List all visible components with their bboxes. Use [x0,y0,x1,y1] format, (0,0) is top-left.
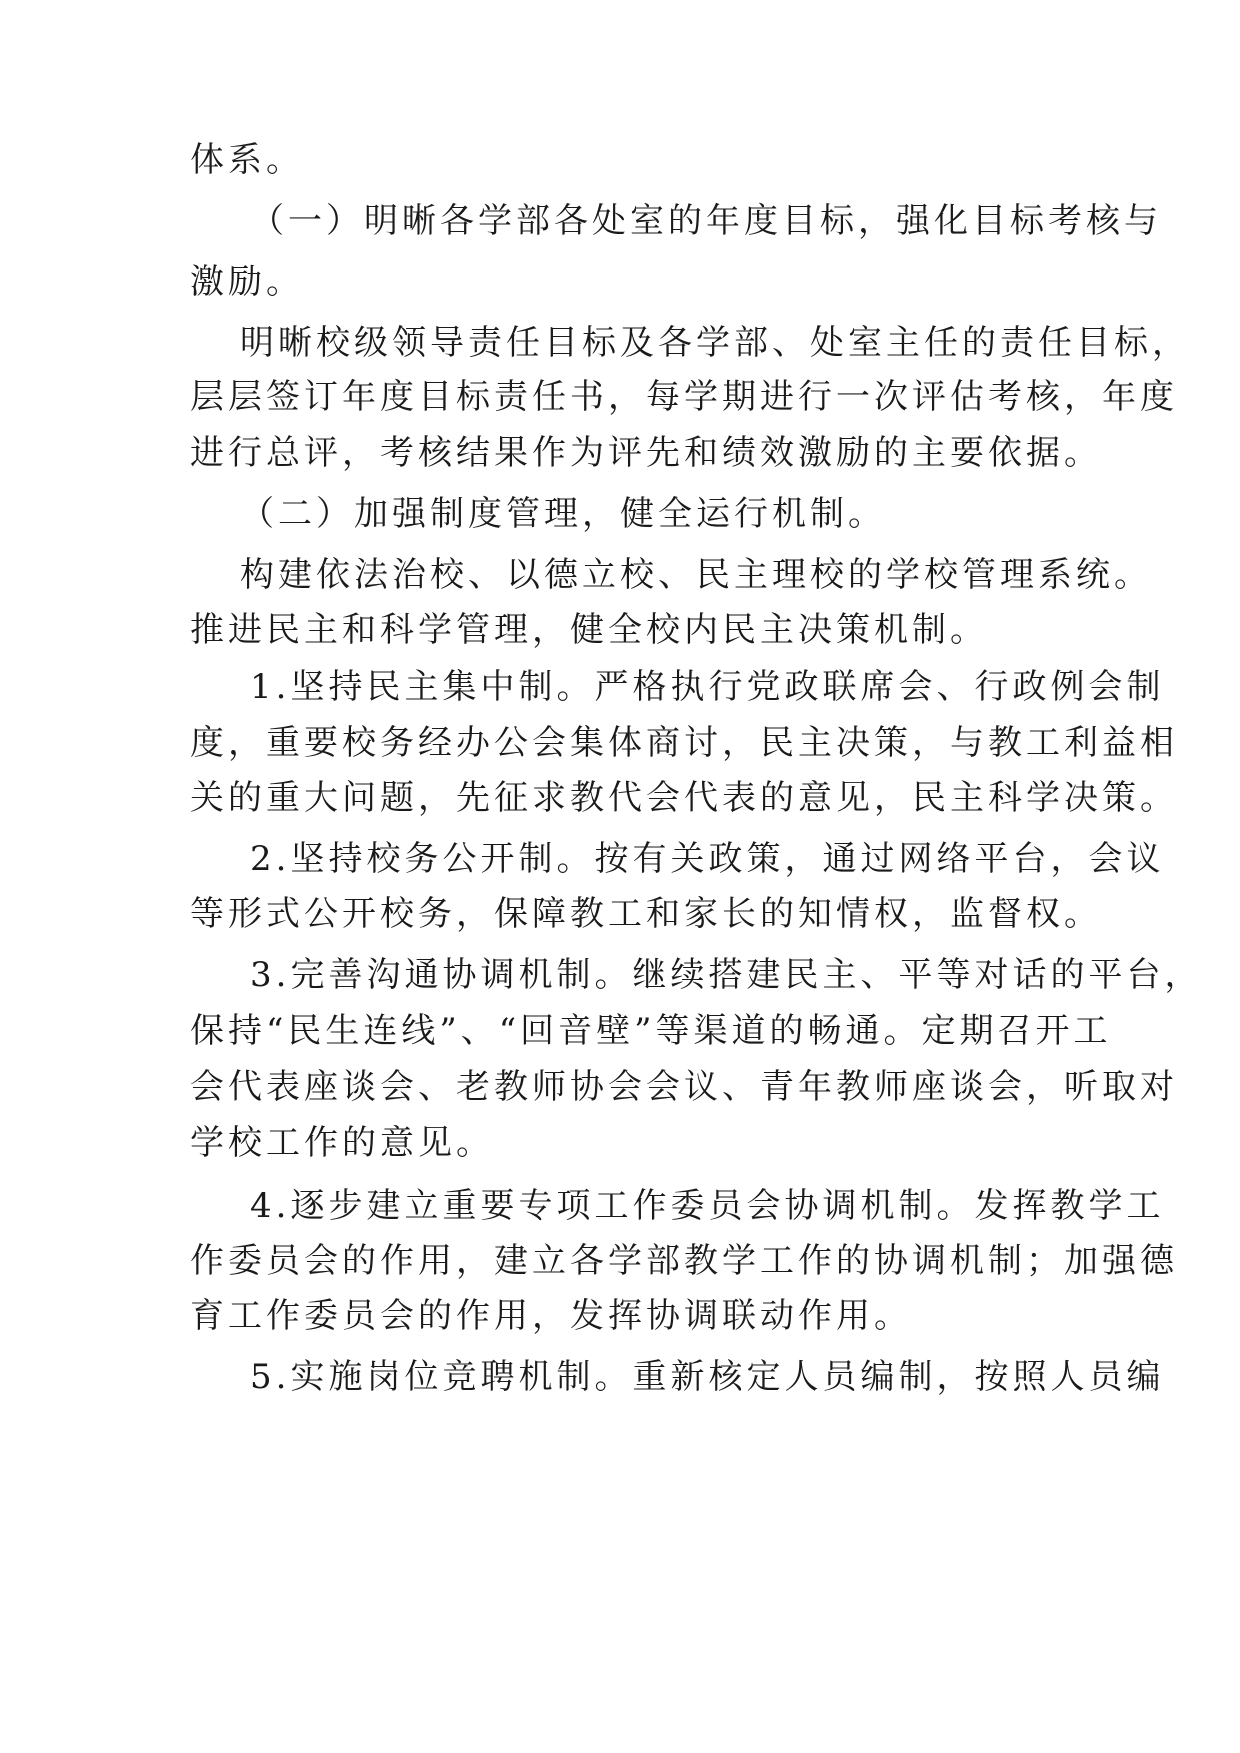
section-heading-1-line-1: （一）明晰各学部各处室的年度目标，强化目标考核与 [250,201,1162,241]
item-5-line-1: 5.实施岗位竞聘机制。重新核定人员编制，按照人员编 [250,1357,1165,1397]
item-2-line-2: 等形式公开校务，保障教工和家长的知情权，监督权。 [190,894,1102,934]
item-1-line-1: 1.坚持民主集中制。严格执行党政联席会、行政例会制 [250,667,1165,707]
item-3-line-2: 保持“民生连线”、“回音壁”等渠道的畅通。定期召开工 [190,1011,1112,1051]
item-1-line-3: 关的重大问题，先征求教代会代表的意见，民主科学决策。 [190,778,1178,818]
item-2-line-1: 2.坚持校务公开制。按有关政策，通过网络平台，会议 [250,839,1165,879]
paragraph-2-line-2: 推进民主和科学管理，健全校内民主决策机制。 [190,610,988,650]
item-4-line-3: 育工作委员会的作用，发挥协调联动作用。 [190,1296,912,1336]
item-1-line-2: 度，重要校务经办公会集体商讨，民主决策，与教工利益相 [190,723,1178,763]
item-4-line-2: 作委员会的作用，建立各学部教学工作的协调机制；加强德 [190,1241,1178,1281]
text-line-1: 体系。 [190,140,304,180]
paragraph-1-line-3: 进行总评，考核结果作为评先和绩效激励的主要依据。 [190,433,1102,473]
item-3-line-4: 学校工作的意见。 [190,1123,494,1163]
paragraph-2-line-1: 构建依法治校、以德立校、民主理校的学校管理系统。 [240,555,1152,595]
paragraph-1-line-2: 层层签订年度目标责任书，每学期进行一次评估考核，年度 [190,377,1178,417]
item-3-line-3: 会代表座谈会、老教师协会会议、青年教师座谈会，听取对 [190,1067,1178,1107]
item-4-line-1: 4.逐步建立重要专项工作委员会协调机制。发挥教学工 [250,1186,1165,1226]
paragraph-1-line-1: 明晰校级领导责任目标及各学部、处室主任的责任目标， [240,323,1190,363]
section-heading-2: （二）加强制度管理，健全运行机制。 [240,494,886,534]
item-3-line-1: 3.完善沟通协调机制。继续搭建民主、平等对话的平台， [250,955,1203,995]
section-heading-1-line-2: 激励。 [190,262,304,302]
